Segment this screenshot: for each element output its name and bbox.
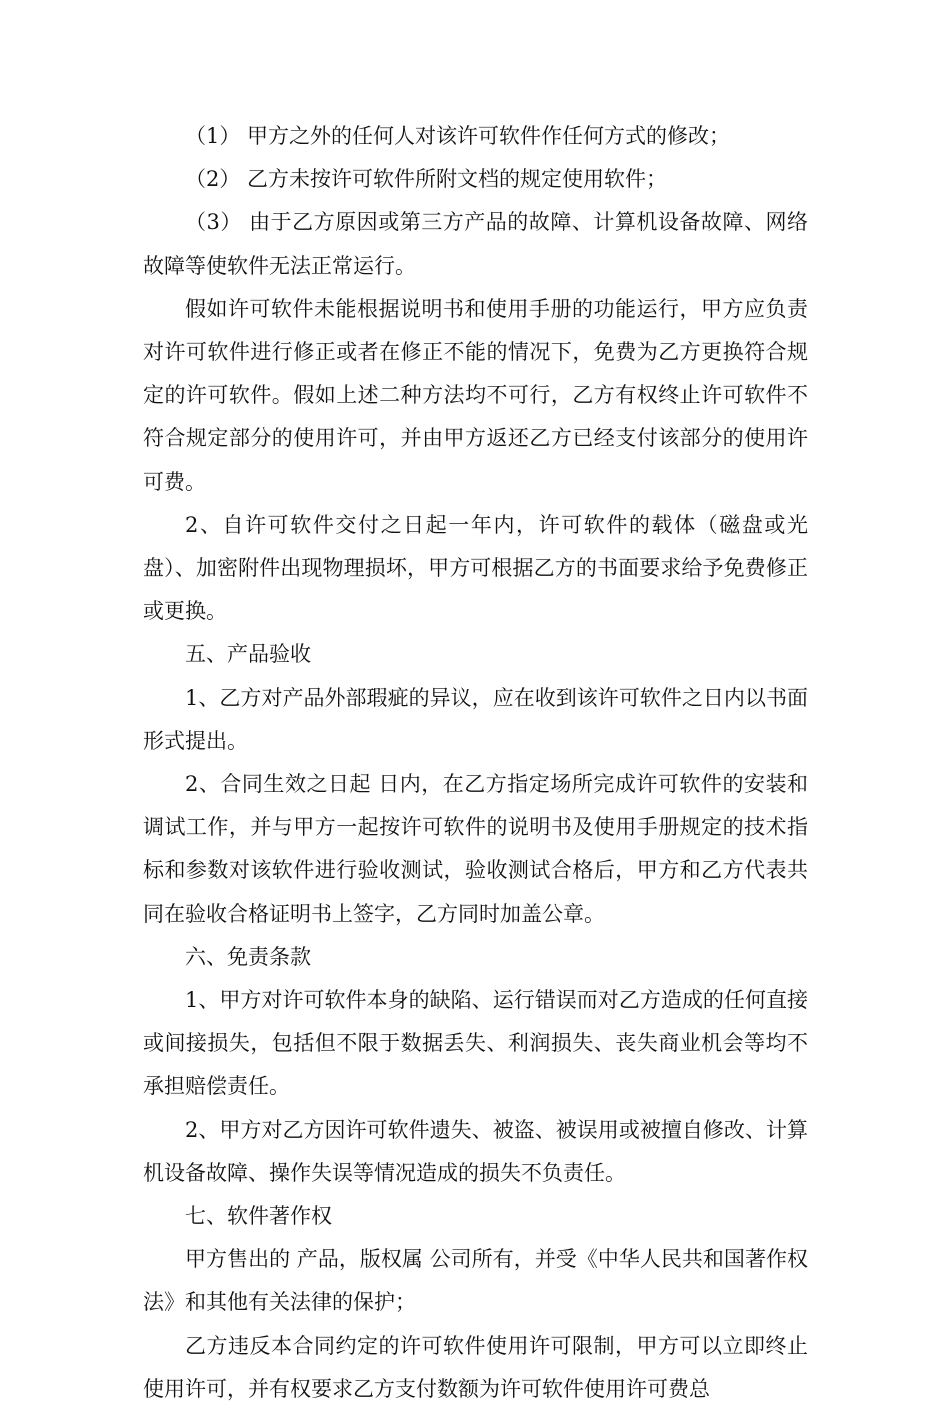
section-heading-disclaimer: 六、免责条款 [185,944,311,969]
section-heading-copyright: 七、软件著作权 [185,1204,332,1229]
paragraph-acceptance-1: 1、乙方对产品外部瑕疵的异议，应在收到该许可软件之日内以书面形式提出。 [143,685,808,753]
paragraph-copyright-1: 甲方售出的 产品，版权属 公司所有，并受《中华人民共和国著作权法》和其他有关法律的保护； [143,1247,808,1315]
paragraph-acceptance-2: 2、合同生效之日起 日内，在乙方指定场所完成许可软件的安装和调试工作，并与甲方一起按许可软件的说明书及使用手册规定的技术指标和参数对该软件进行验收测试，验收测试合格后，甲方和乙方代表共同在验收合格证明书上签字，乙方同时加盖公章。 [143,772,808,926]
clause-item-3: （3） 由于乙方原因或第三方产品的故障、计算机设备故障、网络故障等使软件无法正常运行。 [143,210,808,278]
paragraph-disclaimer-2: 2、甲方对乙方因许可软件遗失、被盗、被误用或被擅自修改、计算机设备故障、操作失误等情况造成的损失不负责任。 [143,1117,808,1185]
section-heading-acceptance: 五、产品验收 [185,642,311,667]
paragraph-copyright-2: 乙方违反本合同约定的许可软件使用许可限制，甲方可以立即终止使用许可，并有权要求乙方支付数额为许可软件使用许可费总 [143,1333,808,1401]
clause-item-1: （1） 甲方之外的任何人对该许可软件作任何方式的修改； [185,124,731,148]
paragraph-software-fix: 假如许可软件未能根据说明书和使用手册的功能运行，甲方应负责对许可软件进行修正或者在修正不能的情况下，免费为乙方更换符合规定的许可软件。假如上述二种方法均不可行，乙方有权终止许可软件不符合规定部分的使用许可，并由甲方返还乙方已经支付该部分的使用许可费。 [143,296,808,494]
paragraph-disclaimer-1: 1、甲方对许可软件本身的缺陷、运行错误而对乙方造成的任何直接或间接损失，包括但不限于数据丢失、利润损失、丧失商业机会等均不承担赔偿责任。 [143,988,808,1099]
document-body [143,115,808,1411]
paragraph-media-replacement: 2、自许可软件交付之日起一年内，许可软件的载体（磁盘或光盘）、加密附件出现物理损坏，甲方可根据乙方的书面要求给予免费修正或更换。 [143,512,808,624]
clause-item-2: （2） 乙方未按许可软件所附文档的规定使用软件； [185,167,668,192]
